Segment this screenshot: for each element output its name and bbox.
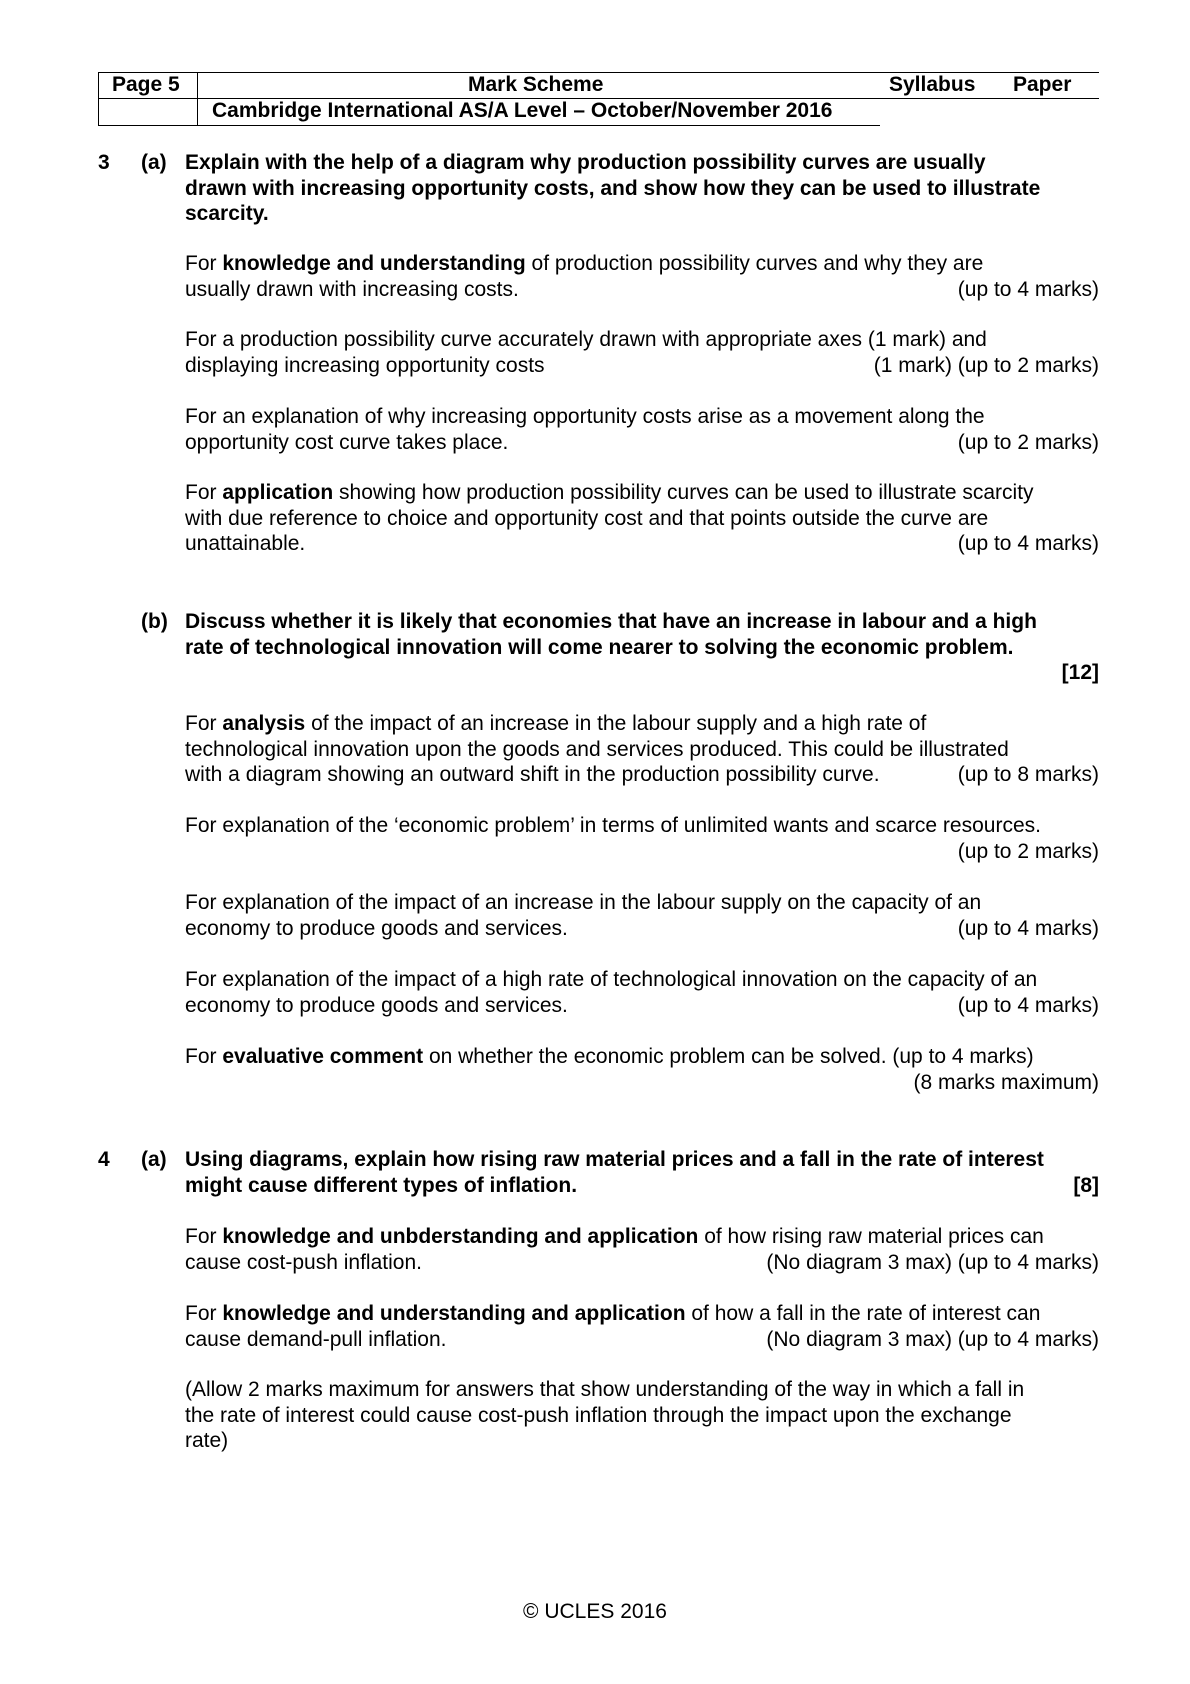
marks-allocation: (8 marks maximum): [913, 1070, 1099, 1094]
note-text: rate): [185, 1429, 229, 1452]
q3a-criterion-diagram: [185, 327, 1099, 378]
question-line: might cause different types of inflation.: [185, 1173, 578, 1197]
marks-allocation: (up to 4 marks): [957, 993, 1099, 1017]
marks-allocation: (up to 8 marks): [957, 763, 1099, 786]
criterion-text: For: [185, 1045, 223, 1068]
question-number-4: 4: [98, 1148, 110, 1171]
criterion-text: of the impact of an increase in the labour supply and a high rate of: [305, 712, 927, 735]
header-subtitle: Cambridge International AS/A Level – October/November 2016: [212, 99, 833, 122]
criterion-text: of how rising raw material prices can: [698, 1225, 1044, 1248]
criterion-text: For explanation of the impact of an increase in the labour supply on the capacity of an: [185, 891, 982, 914]
q3b-criterion-economic-problem: [185, 813, 1099, 864]
question-total-marks: [12]: [1061, 661, 1099, 684]
q4a-criterion-cost-push: [185, 1224, 1099, 1275]
q3b-criterion-labour: [185, 890, 1099, 941]
criterion-text: unattainable.: [185, 532, 306, 555]
question-3a-label: (a): [141, 151, 167, 174]
marks-allocation: (up to 2 marks): [957, 839, 1099, 863]
marks-allocation: (up to 2 marks): [957, 430, 1099, 454]
criterion-text: economy to produce goods and services.: [185, 916, 568, 940]
criterion-text: For an explanation of why increasing opportunity costs arise as a movement along the: [185, 405, 985, 428]
criterion-keyword: knowledge and understanding and application: [222, 1302, 686, 1325]
question-line: Using diagrams, explain how rising raw material prices and a fall in the rate of interest: [185, 1148, 1044, 1171]
criterion-text: with a diagram showing an outward shift in the production possibility curve.: [185, 763, 880, 786]
criterion-text: on whether the economic problem can be solved. (up to 4 marks): [423, 1045, 1034, 1068]
criterion-text: economy to produce goods and services.: [185, 993, 568, 1017]
criterion-text: For: [185, 1302, 223, 1325]
criterion-text: cause demand-pull inflation.: [185, 1327, 447, 1351]
q3b-criterion-technology: [185, 967, 1099, 1018]
marks-allocation: (1 mark) (up to 2 marks): [873, 353, 1099, 377]
note-text: (Allow 2 marks maximum for answers that show understanding of the way in which a fall in: [185, 1378, 1025, 1401]
q3a-criterion-explanation: [185, 404, 1099, 455]
question-total-marks: [8]: [1073, 1173, 1099, 1197]
criterion-keyword: knowledge and unbderstanding and application: [222, 1225, 699, 1248]
criterion-keyword: knowledge and understanding: [222, 252, 526, 275]
criterion-text: For: [185, 481, 223, 504]
question-line: Explain with the help of a diagram why production possibility curves are usually: [185, 151, 986, 174]
question-line: drawn with increasing opportunity costs, and show how they can be used to illustrate: [185, 176, 1041, 200]
criterion-keyword: evaluative comment: [222, 1045, 424, 1068]
criterion-text: showing how production possibility curves can be used to illustrate scarcity: [333, 481, 1034, 504]
header-rule-bottom: [98, 125, 880, 126]
criterion-text: For: [185, 712, 223, 735]
q3b-criterion-evaluation: [185, 1044, 1099, 1095]
question-4a-label: (a): [141, 1148, 167, 1171]
question-4a-text: [185, 1147, 1099, 1198]
criterion-text: For: [185, 1225, 223, 1248]
marks-allocation: (No diagram 3 max) (up to 4 marks): [766, 1327, 1099, 1351]
marks-allocation: (up to 4 marks): [957, 532, 1099, 555]
criterion-text: For a production possibility curve accurately drawn with appropriate axes (1 mark) and: [185, 328, 987, 351]
footer-copyright: © UCLES 2016: [523, 1600, 667, 1623]
criterion-text: For explanation of the ‘economic problem’ in terms of unlimited wants and scarce resources.: [185, 814, 1041, 837]
question-line: scarcity.: [185, 202, 269, 225]
marks-allocation: (up to 4 marks): [957, 916, 1099, 940]
criterion-keyword: application: [222, 481, 334, 504]
header-rule-divider: [197, 72, 198, 126]
criterion-text: opportunity cost curve takes place.: [185, 430, 509, 454]
marks-allocation: (up to 4 marks): [957, 277, 1099, 301]
question-3a-text: [185, 150, 1099, 227]
question-3b-text: [185, 609, 1099, 686]
q3a-criterion-knowledge: [185, 251, 1099, 302]
criterion-text: cause cost-push inflation.: [185, 1250, 422, 1274]
header-table: [98, 72, 1099, 126]
question-line: rate of technological innovation will come nearer to solving the economic problem.: [185, 635, 1014, 659]
criterion-text: technological innovation upon the goods and services produced. This could be illustrated: [185, 737, 1009, 761]
header-paper: Paper: [1013, 73, 1072, 96]
marks-allocation: (No diagram 3 max) (up to 4 marks): [766, 1250, 1099, 1274]
question-3b-label: (b): [141, 610, 168, 633]
question-line: Discuss whether it is likely that economies that have an increase in labour and a high: [185, 610, 1037, 633]
header-syllabus: Syllabus: [889, 73, 976, 96]
criterion-text: of production possibility curves and why they are: [525, 252, 984, 275]
q4a-note: [185, 1377, 1099, 1454]
header-rule-left: [98, 72, 99, 126]
question-number-3: 3: [98, 151, 110, 174]
criterion-text: with due reference to choice and opportunity cost and that points outside the curve are: [185, 506, 989, 530]
criterion-text: For explanation of the impact of a high rate of technological innovation on the capacity of an: [185, 968, 1038, 991]
criterion-text: For: [185, 252, 223, 275]
q3b-criterion-analysis: [185, 711, 1099, 788]
criterion-text: of how a fall in the rate of interest can: [685, 1302, 1041, 1325]
criterion-text: usually drawn with increasing costs.: [185, 277, 519, 301]
header-title: Mark Scheme: [468, 73, 604, 96]
criterion-keyword: analysis: [222, 712, 306, 735]
criterion-text: displaying increasing opportunity costs: [185, 353, 545, 377]
note-text: the rate of interest could cause cost-push inflation through the impact upon the exchange: [185, 1403, 1012, 1427]
header-page: Page 5: [112, 73, 180, 96]
q4a-criterion-demand-pull: [185, 1301, 1099, 1352]
q3a-criterion-application: [185, 480, 1099, 557]
